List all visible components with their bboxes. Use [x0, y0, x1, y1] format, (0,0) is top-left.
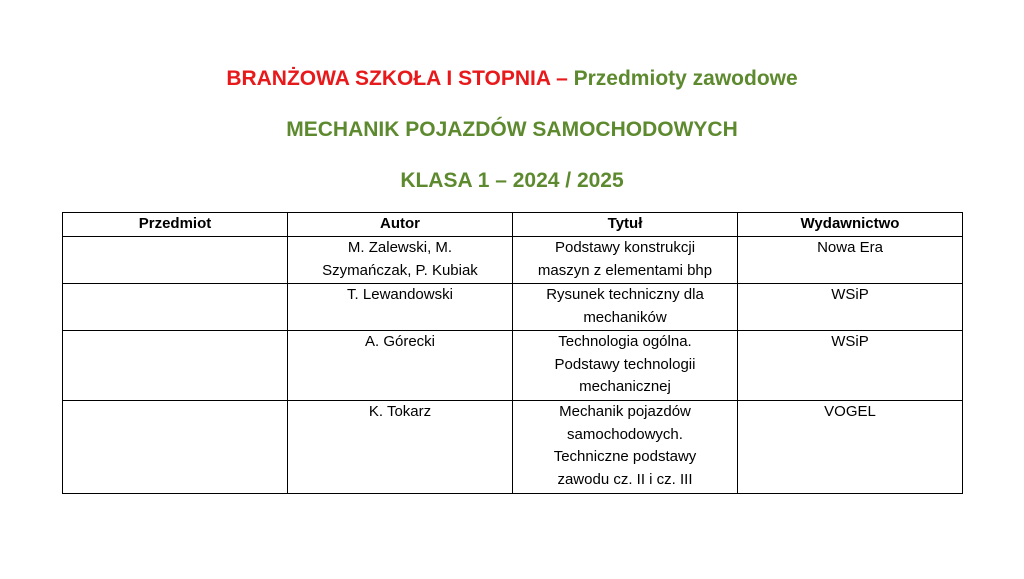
cell-line: M. Zalewski, M. — [347, 239, 453, 256]
cell-line: Techniczne podstawy — [553, 448, 697, 465]
cell-line: maszyn z elementami bhp — [537, 261, 713, 279]
cell-wydawnictwo: WSiP — [738, 284, 963, 331]
profession-title: MECHANIK POJAZDÓW SAMOCHODOWYCH — [286, 118, 738, 141]
cell-line: mechanicznej — [579, 378, 671, 395]
table-row — [63, 237, 963, 284]
cell-tytul — [513, 331, 738, 401]
header-przedmiot: Przedmiot — [63, 213, 288, 237]
cell-line: samochodowych. — [567, 425, 683, 443]
class-year: KLASA 1 – 2024 / 2025 — [400, 169, 624, 192]
cell-tytul — [513, 284, 738, 331]
cell-tytul — [513, 401, 738, 494]
cell-line: Rysunek techniczny dla — [546, 286, 704, 303]
cell-wydawnictwo: Nowa Era — [738, 237, 963, 284]
cell-line: zawodu cz. II i cz. III — [557, 470, 693, 488]
header-autor: Autor — [288, 213, 513, 237]
school-type: BRANŻOWA SZKOŁA I STOPNIA – — [226, 67, 568, 90]
table-header-row — [63, 213, 963, 237]
cell-autor — [288, 331, 513, 401]
cell-line: A. Górecki — [364, 333, 436, 350]
cell-autor — [288, 401, 513, 494]
cell-tytul — [513, 237, 738, 284]
cell-line: Podstawy technologii — [554, 355, 696, 373]
table-row — [63, 401, 963, 494]
cell-wydawnictwo: WSiP — [738, 331, 963, 401]
cell-autor — [288, 237, 513, 284]
cell-line: Technologia ogólna. — [558, 333, 692, 350]
cell-line: mechaników — [583, 308, 667, 326]
subject-category: Przedmioty zawodowe — [573, 67, 798, 90]
cell-przedmiot — [63, 401, 288, 494]
cell-wydawnictwo: VOGEL — [738, 401, 963, 494]
header-tytul: Tytuł — [513, 213, 738, 237]
cell-line: Szymańczak, P. Kubiak — [322, 261, 478, 279]
cell-przedmiot — [63, 237, 288, 284]
cell-przedmiot — [63, 331, 288, 401]
cell-line: Podstawy konstrukcji — [554, 239, 696, 256]
table-row — [63, 331, 963, 401]
cell-line: T. Lewandowski — [347, 286, 453, 303]
cell-przedmiot — [63, 284, 288, 331]
table-row — [63, 284, 963, 331]
textbook-table — [62, 212, 963, 494]
cell-line: K. Tokarz — [368, 403, 432, 420]
cell-line: Mechanik pojazdów — [559, 403, 691, 420]
header-wydawnictwo: Wydawnictwo — [738, 213, 963, 237]
cell-autor — [288, 284, 513, 331]
title-line-1 — [0, 66, 1024, 92]
